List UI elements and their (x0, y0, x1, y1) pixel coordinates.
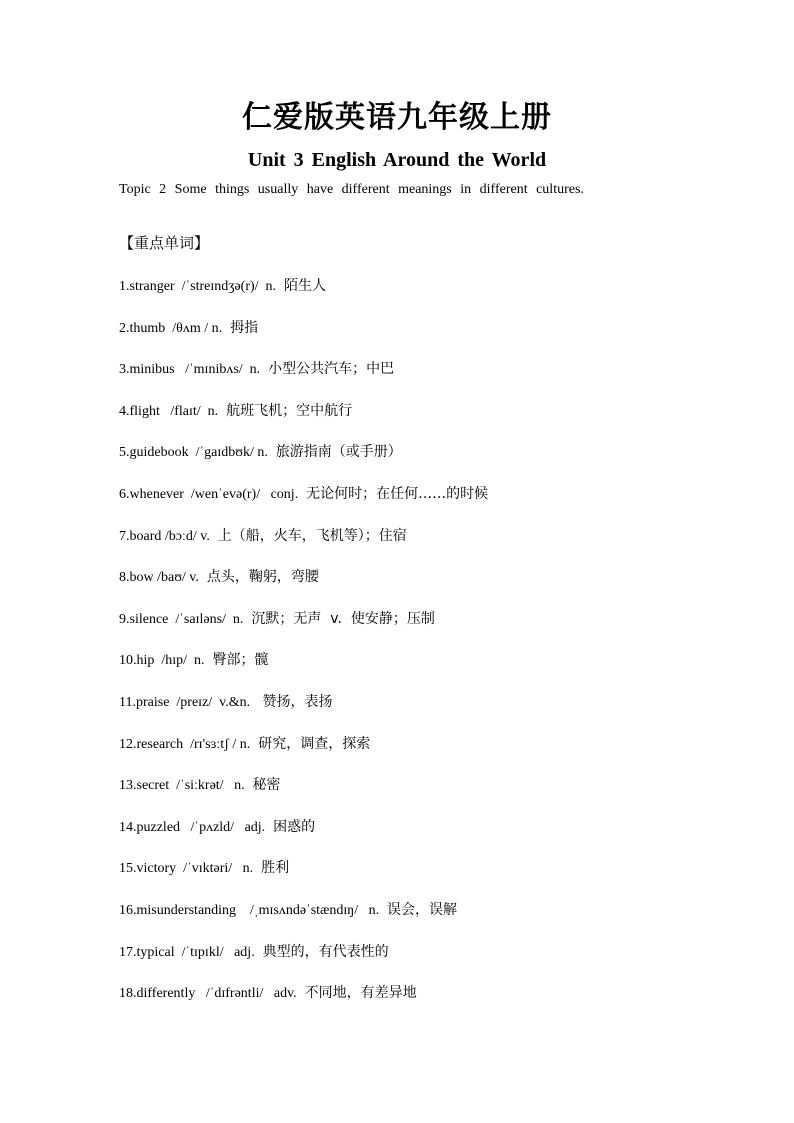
vocab-meaning: 典型的，有代表性的 (258, 943, 389, 960)
vocab-meaning: 航班飞机；空中航行 (221, 402, 353, 419)
vocab-item (119, 900, 457, 921)
vocab-meaning: 赞扬，表扬 (253, 694, 333, 710)
vocab-word: 3.minibus /ˈmɪnibʌs/ n. (119, 362, 264, 378)
vocab-word: 1.stranger /ˈstreɪndʒə(r)/ n. (119, 279, 280, 294)
page-title: 仁爱版英语九年级上册 (242, 100, 552, 135)
vocab-item (119, 484, 488, 505)
vocab-meaning: 拇指 (225, 319, 259, 336)
vocab-word: 5.guidebook /ˈgaɪdbʊk/ n. (119, 445, 272, 461)
vocab-meaning: 误会，误解 (382, 902, 458, 918)
topic-line: Topic 2 Some things usually have different meanings in different cultures. (119, 182, 584, 197)
vocab-meaning: 沉默；无声 v. 使安静；压制 (246, 610, 435, 627)
vocab-item (119, 983, 417, 1004)
vocab-word: 15.victory /ˈvɪktəri/ n. (119, 861, 257, 877)
vocab-word: 12.research /rɪ'sɜːtʃ / n. (119, 736, 254, 752)
vocab-meaning: 胜利 (256, 860, 290, 877)
vocab-item (119, 858, 289, 879)
unit-title: Unit 3 English Around the World (247, 149, 547, 171)
vocab-item (119, 526, 407, 547)
vocab-word: 13.secret /ˈsiːkrət/ n. (119, 778, 249, 794)
vocab-word: 9.silence /ˈsaɪləns/ n. (119, 611, 247, 627)
vocab-item (119, 567, 319, 588)
vocab-word: 4.flight /flaɪt/ n. (119, 403, 222, 419)
vocab-word: 11.praise /preɪz/ v.&n. (119, 695, 254, 710)
vocab-meaning: 小型公共汽车；中巴 (263, 361, 395, 378)
vocab-item (119, 318, 258, 339)
vocab-item (119, 401, 352, 422)
vocab-item (119, 442, 402, 463)
vocab-meaning: 陌生人 (279, 278, 327, 294)
vocab-meaning: 不同地，有差异地 (300, 985, 417, 1002)
vocab-item (119, 359, 394, 380)
vocab-word: 17.typical /ˈtɪpɪkl/ adj. (119, 944, 259, 960)
vocab-word: 8.bow /baʊ/ v. (119, 570, 203, 586)
vocab-word: 7.board /bɔːd/ v. (119, 528, 214, 544)
vocab-word: 6.whenever /wenˈevə(r)/ conj. (119, 487, 302, 502)
vocab-meaning: 上（船，火车，飞机等）；住宿 (213, 527, 407, 544)
vocab-item (119, 692, 333, 713)
vocab-item (119, 734, 370, 755)
section-heading: 【重点单词】 (119, 234, 210, 252)
vocab-meaning: 秘密 (248, 777, 281, 794)
vocab-word: 14.puzzled /ˈpʌzld/ adj. (119, 819, 269, 835)
vocab-item (119, 650, 269, 671)
vocab-meaning: 困惑的 (268, 818, 316, 835)
vocab-meaning: 臀部；髋 (208, 652, 269, 669)
vocab-item (119, 276, 326, 297)
vocab-meaning: 无论何时；在任何……的时候 (301, 486, 489, 502)
vocab-meaning: 旅游指南（或手册） (271, 444, 402, 461)
vocab-item (119, 609, 435, 630)
vocab-item (119, 817, 315, 838)
vocab-word: 10.hip /hɪp/ n. (119, 653, 209, 669)
vocab-item (119, 775, 281, 796)
vocab-item (119, 942, 389, 963)
vocab-meaning: 研究，调查，探索 (253, 735, 371, 752)
vocab-meaning: 点头，鞠躬，弯腰 (202, 569, 319, 586)
vocab-word: 2.thumb /θʌm / n. (119, 320, 226, 336)
vocab-word: 16.misunderstanding /ˌmɪsʌndəˈstændɪŋ/ n. (119, 903, 383, 918)
vocab-word: 18.differently /ˈdɪfrəntli/ adv. (119, 986, 301, 1002)
